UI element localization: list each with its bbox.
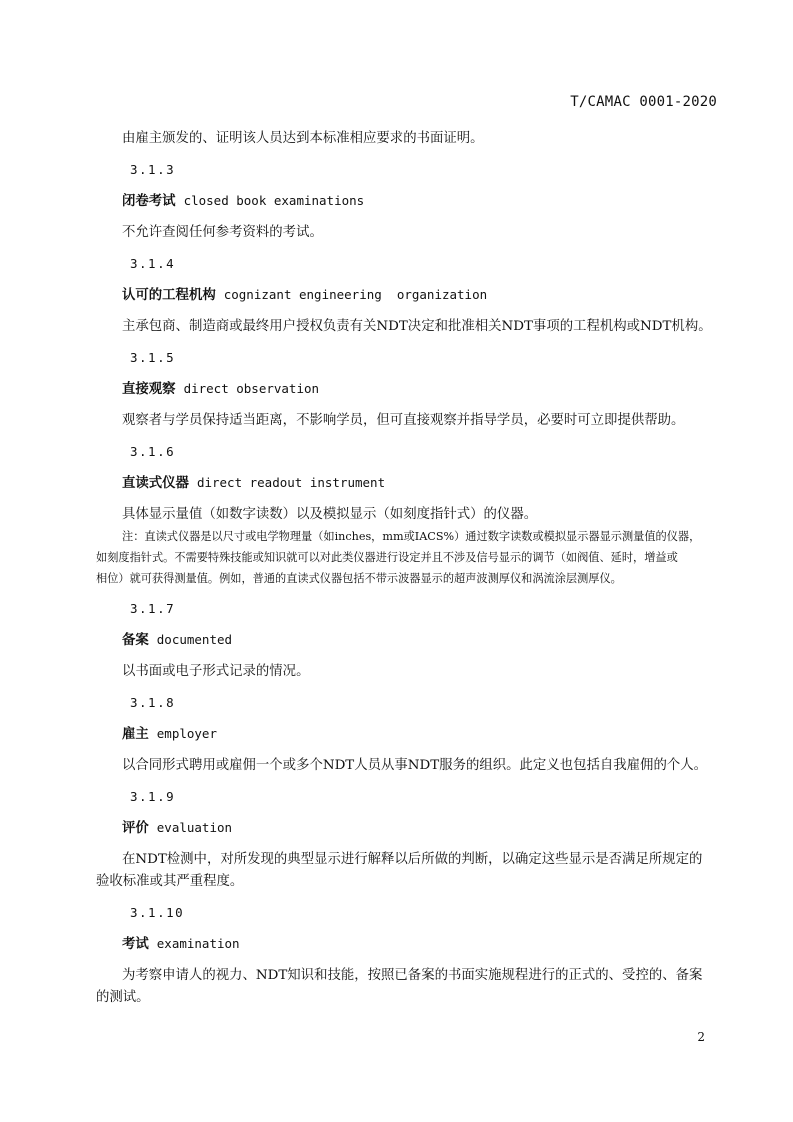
term-heading	[122, 817, 720, 840]
term-zh: 考试	[122, 937, 149, 952]
term-heading	[122, 629, 720, 652]
term-zh: 备案	[122, 633, 149, 648]
clause-3-1-7	[96, 598, 720, 683]
definition-line: 在NDT检测中，对所发现的典型显示进行解释以后所做的判断，以确定这些显示是否满足所规定的	[122, 852, 703, 867]
term-zh: 雇主	[122, 727, 149, 742]
clause-number: 3.1.3	[130, 162, 176, 177]
intro-text: 由雇主颁发的、证明该人员达到本标准相应要求的书面证明。	[122, 131, 484, 146]
definition: 观察者与学员保持适当距离，不影响学员，但可直接观察并指导学员，必要时可立即提供帮助。	[122, 413, 685, 428]
note-line: 相位）就可获得测量值。例如，普通的直读式仪器包括不带示波器显示的超声波测厚仪和涡流涂层测厚仪。	[96, 572, 622, 585]
page-number: 2	[697, 1030, 705, 1044]
note-line: 注：直读式仪器是以尺寸或电学物理量（如inches，mm或IACS%）通过数字读数或模拟显示器显示测量值的仪器，	[122, 530, 701, 543]
definition: 主承包商、制造商或最终用户授权负责有关NDT决定和批准相关NDT事项的工程机构或NDT机构。	[122, 319, 712, 334]
definition-line: 的测试。	[96, 990, 150, 1005]
term-heading	[122, 378, 720, 401]
clause-3-1-10	[96, 902, 720, 1009]
note-line: 如刻度指针式。不需要特殊技能或知识就可以对此类仪器进行设定并且不涉及信号显示的调节（如阀值、延时，增益或	[96, 551, 678, 564]
definition: 以书面或电子形式记录的情况。	[122, 664, 310, 679]
term-en: cognizant engineering organization	[223, 287, 488, 302]
term-zh: 直接观察	[122, 382, 176, 397]
clause-3-1-8	[96, 692, 720, 777]
clause-number: 3.1.9	[130, 789, 176, 804]
definition: 以合同形式聘用或雇佣一个或多个NDT人员从事NDT服务的组织。此定义也包括自我雇佣的个人。	[122, 758, 707, 773]
term-heading	[122, 472, 720, 495]
clause-number: 3.1.5	[130, 350, 176, 365]
term-heading	[122, 190, 720, 213]
term-en: documented	[156, 632, 233, 647]
definition-line: 为考察申请人的视力、NDT知识和技能，按照已备案的书面实施规程进行的正式的、受控的、备案	[122, 968, 703, 983]
clause-3-1-5	[96, 347, 720, 432]
clause-number: 3.1.4	[130, 256, 176, 271]
term-heading	[122, 284, 720, 307]
definition-line: 验收标准或其严重程度。	[96, 874, 244, 889]
definition: 具体显示量值（如数字读数）以及模拟显示（如刻度指针式）的仪器。	[122, 507, 538, 522]
clause-number: 3.1.8	[130, 695, 176, 710]
term-zh: 认可的工程机构	[122, 288, 216, 303]
term-heading	[122, 933, 720, 956]
term-zh: 闭卷考试	[122, 194, 176, 209]
term-en: direct observation	[183, 381, 320, 396]
standard-code: T/CAMAC 0001-2020	[570, 94, 717, 110]
clause-number: 3.1.7	[130, 601, 176, 616]
term-en: employer	[156, 726, 217, 741]
clause-number: 3.1.10	[130, 905, 185, 920]
term-en: examination	[156, 936, 240, 951]
term-en: closed book examinations	[183, 193, 365, 208]
definition: 不允许查阅任何参考资料的考试。	[122, 225, 323, 240]
term-zh: 评价	[122, 821, 149, 836]
page-content	[96, 128, 720, 1009]
term-en: evaluation	[156, 820, 233, 835]
clause-3-1-9	[96, 786, 720, 893]
clause-3-1-3	[96, 159, 720, 244]
clause-number: 3.1.6	[130, 444, 176, 459]
clause-3-1-4	[96, 253, 720, 338]
clause-3-1-6	[96, 441, 720, 589]
term-en: direct readout instrument	[196, 475, 386, 490]
term-zh: 直读式仪器	[122, 476, 189, 491]
term-heading	[122, 723, 720, 746]
